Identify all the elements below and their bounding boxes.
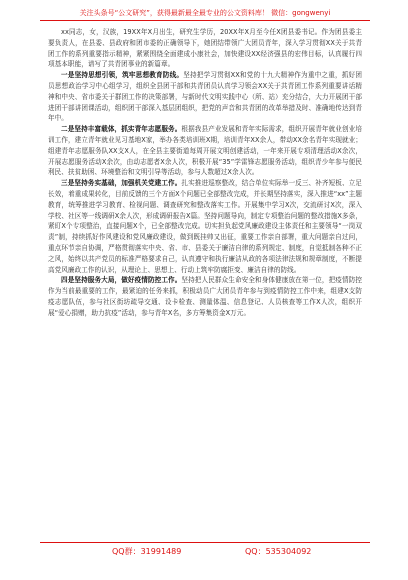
text-epidemic: 坚持把人民群众生命安全和身体健康放在第一位，把疫情防控作为当前最重要的工作，最紧迫的任务来抓，积极动员广大团员青年参与到疫情防控工作中来，组建X支防疫志愿队伍，参与社区街坊疏导交通、设卡检查、测量体温、信息登记、人员核查等工作X人次，组织开展“爱心捐赠，助力抗疫”活动，参与青年X名，多方筹集资金X万元。: [48, 276, 362, 317]
heading-volunteer: 二是坚持丰富载体，抓实青年志愿服务。: [61, 125, 182, 134]
header-banner: 关注头条号“公文研究”，获得最新最全最专业的公文资料库！ 微信：gongwenyi: [79, 9, 331, 17]
document-body: [48, 27, 362, 319]
footer-divider: [40, 542, 370, 543]
paragraph-epidemic: [48, 275, 362, 318]
header-divider: [40, 20, 370, 21]
paragraph-intro: xx同志，女，汉族，19XX年X月出生，研究生学历，20XX年X月至今任X团县委书记。作为团县委主要负责人，在县委、县政府和团市委的正确领导下，她团结带领广大团员青年，深入学习贯彻XX关于共青团工作的系列重要指示精神，紧紧围绕全面建成小康社会，加快建设XX经济强县的宏伟目标，认真履行四项基本职能，谱写了共青团事业的新篇章。: [48, 28, 362, 69]
text-volunteer: 根据我县产业发展和青年实际需求，组织开展青年就业创业培训工作，建立青年就业见习基地X家，举办各类培训班X期，培训青年XX余人，带动XX余名青年实现就业；组建青年志愿服务队XX支X人，在全县主要街道每周开展文明创建活动，一年来开展专项清理活动X余次，开展志愿服务活动X余次，由动志愿者X余人次，积极开展“35”学雷锋志愿服务活动，组织青少年参与便民利民、扶贫助困、环境整治和文明引导等活动，参与人数超过X余人次。: [48, 125, 362, 177]
heading-epidemic: 四是坚持服务大局，做好疫情防控工作。: [61, 276, 182, 285]
paragraph-party-building: [48, 178, 362, 275]
text-ideology: 坚持把学习贯彻XX和党的十九大精神作为重中之重，抓好团员思想政治学习中心组学习，组织全县团干部和共青团员认真学习领会XX关于共青团工作系列重要讲话精神和中央、省市委关于群团工作的决策部署，与新时代文明实践中心（所、站）充分结合，大力开展团干部进团干部讲团课活动，组织团干部深入基层团组织，把党的声音和共青团的改革举措及时、准确地传达到青年中。: [48, 71, 362, 123]
heading-ideology: 一是坚持思想引领，筑牢思想教育防线。: [61, 71, 184, 80]
footer-qq-group: QQ群：31991489: [112, 547, 182, 556]
paragraph-ideology: [48, 70, 362, 124]
heading-party-building: 三是坚持务实基础，加强机关党建工作。: [61, 179, 182, 188]
paragraph-volunteer: [48, 124, 362, 178]
footer-qq-number: QQ：535304092: [245, 547, 312, 556]
text-party-building: 扎实推进巡察整改，结合单位实际举一反三、补齐短板、立足长效，着重成果转化，目前反馈的三个方面X个问题已全部整改完成，并长期坚持落实，深入推进“xx”主题教育，统筹推进学习教育、检视问题、调查研究和整改落实工作。开展集中学习X次，交流研讨X次，深入学校、社区等一线调研X余人次，形成调研报告X篇。坚持问题导向，制定专项整治问题的整改措施X多条，紧盯X个专项整治，直接问题X个，已全部整改完成。切实担负起党风廉政建设主体责任和主要领导“一岗双责”制，持续抓好作风建设和党风廉政建设，做到既挂帅又出征，重要工作亲自部署，重大问题亲自过问，重点环节亲自协调，严格贯彻落实中央、省、市、县委关于廉洁自律的系列规定、制度，自觉抵制各种不正之风，始终以共产党员的标准严格要求自己，认真遵守和执行廉洁从政的各项法律法规和规章制度，不断提高党风廉政工作的认识，从理论上、思想上、行动上筑牢防腐拒变、廉洁自律的防线。: [48, 179, 362, 274]
